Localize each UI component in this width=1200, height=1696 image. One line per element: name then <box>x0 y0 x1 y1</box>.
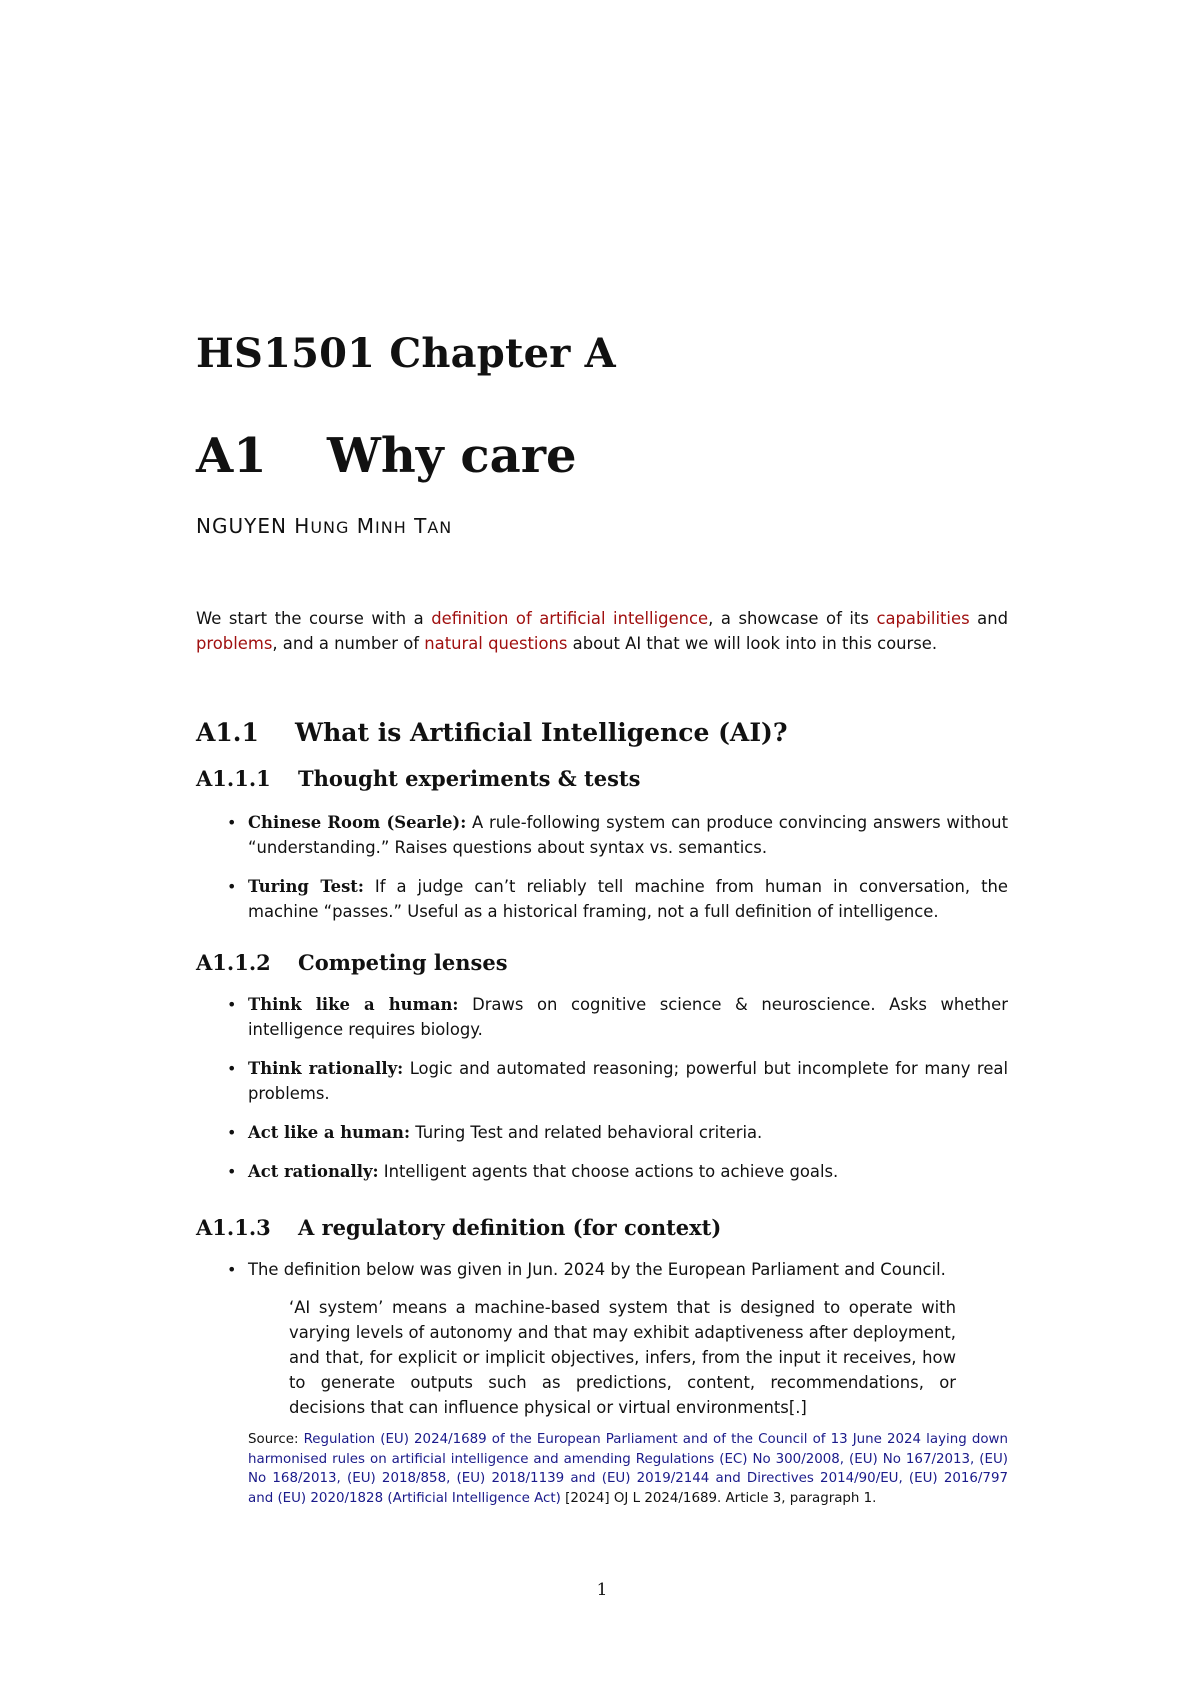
section-number: A1 <box>196 428 267 484</box>
page-number: 1 <box>596 1580 608 1600</box>
thought-experiments-list <box>196 810 1008 924</box>
list-item: • Chinese Room (Searle): A rule-following system can produce convincing answers without “understanding.” Raises questions about syntax vs. semantics. <box>196 810 1008 860</box>
author-family-name: NGUYEN <box>196 514 287 538</box>
ai-act-quote: ‘AI system’ means a machine-based system that is designed to operate with varying levels of autonomy and that may exhibit adaptiveness after deployment, and that, for explicit or implicit objectives, infers, from the input it receives, how to generate outputs such as predictions, content, recommendations, or decisions that can influence physical or virtual environments[.] <box>289 1298 956 1417</box>
link-problems[interactable]: problems <box>196 634 273 653</box>
link-definition[interactable]: definition of artificial intelligence <box>431 609 709 628</box>
subsubsection-title-a1-1-1: A1.1.1 Thought experiments & tests <box>196 766 641 791</box>
document-page <box>196 0 1008 1696</box>
regulation-link[interactable]: Regulation (EU) 2024/1689 of the European Parliament and of the Council of 13 June 2024 laying down harmonised rules on artificial intelligence and amending Regulations (EC) No 300/2008, (EU) No 167/2013, (EU) No 168/2013, (EU) 2018/858, (EU) 2018/1139 and (EU) 2019/2144 and Directives 2014/90/EU, (EU) 2016/797 and (EU) 2020/1828 (Artificial Intelligence Act) <box>248 1432 1008 1506</box>
list-item: • Act like a human: Turing Test and related behavioral criteria. <box>196 1120 1008 1145</box>
section-title-text: Why care <box>327 428 577 484</box>
subsubsection-title-a1-1-3: A1.1.3 A regulatory definition (for context) <box>196 1215 722 1240</box>
section-title <box>196 428 577 484</box>
subsection-title-a1-1: A1.1 What is Artificial Intelligence (AI)? <box>196 718 788 747</box>
intro-paragraph: We start the course with a definition of artificial intelligence, a showcase of its capabilities and problems, and a number of natural questions about AI that we will look into in this course. <box>196 609 1008 653</box>
subsubsection-title-a1-1-2: A1.1.2 Competing lenses <box>196 950 508 975</box>
chapter-title: HS1501 Chapter A <box>196 330 616 377</box>
competing-lenses-list <box>196 992 1008 1184</box>
link-capabilities[interactable]: capabilities <box>876 609 970 628</box>
list-item: • Think like a human: Draws on cognitive science & neuroscience. Asks whether intelligence requires biology. <box>196 992 1008 1042</box>
source-citation: Source: Regulation (EU) 2024/1689 of the European Parliament and of the Council of 13 June 2024 laying down harmonised rules on artificial intelligence and amending Regulations (EC) No 300/2008, (EU) No 167/2013, (EU) No 168/2013, (EU) 2018/858, (EU) 2018/1139 and (EU) 2019/2144 and Directives 2014/90/EU, (EU) 2016/797 and (EU) 2020/1828 (Artificial Intelligence Act) [2024] OJ L 2024/1689. Article 3, paragraph 1. <box>248 1432 1008 1506</box>
author-name: NGUYEN HUNG MINH TAN <box>196 514 453 538</box>
link-natural-questions[interactable]: natural questions <box>424 634 568 653</box>
regulatory-list <box>196 1257 1008 1282</box>
list-item: • Turing Test: If a judge can’t reliably tell machine from human in conversation, the machine “passes.” Useful as a historical framing, not a full definition of intelligence. <box>196 874 1008 924</box>
list-item: • Act rationally: Intelligent agents that choose actions to achieve goals. <box>196 1159 1008 1184</box>
list-item: • Think rationally: Logic and automated reasoning; powerful but incomplete for many real problems. <box>196 1056 1008 1106</box>
list-item: • The definition below was given in Jun. 2024 by the European Parliament and Council. <box>196 1257 1008 1282</box>
